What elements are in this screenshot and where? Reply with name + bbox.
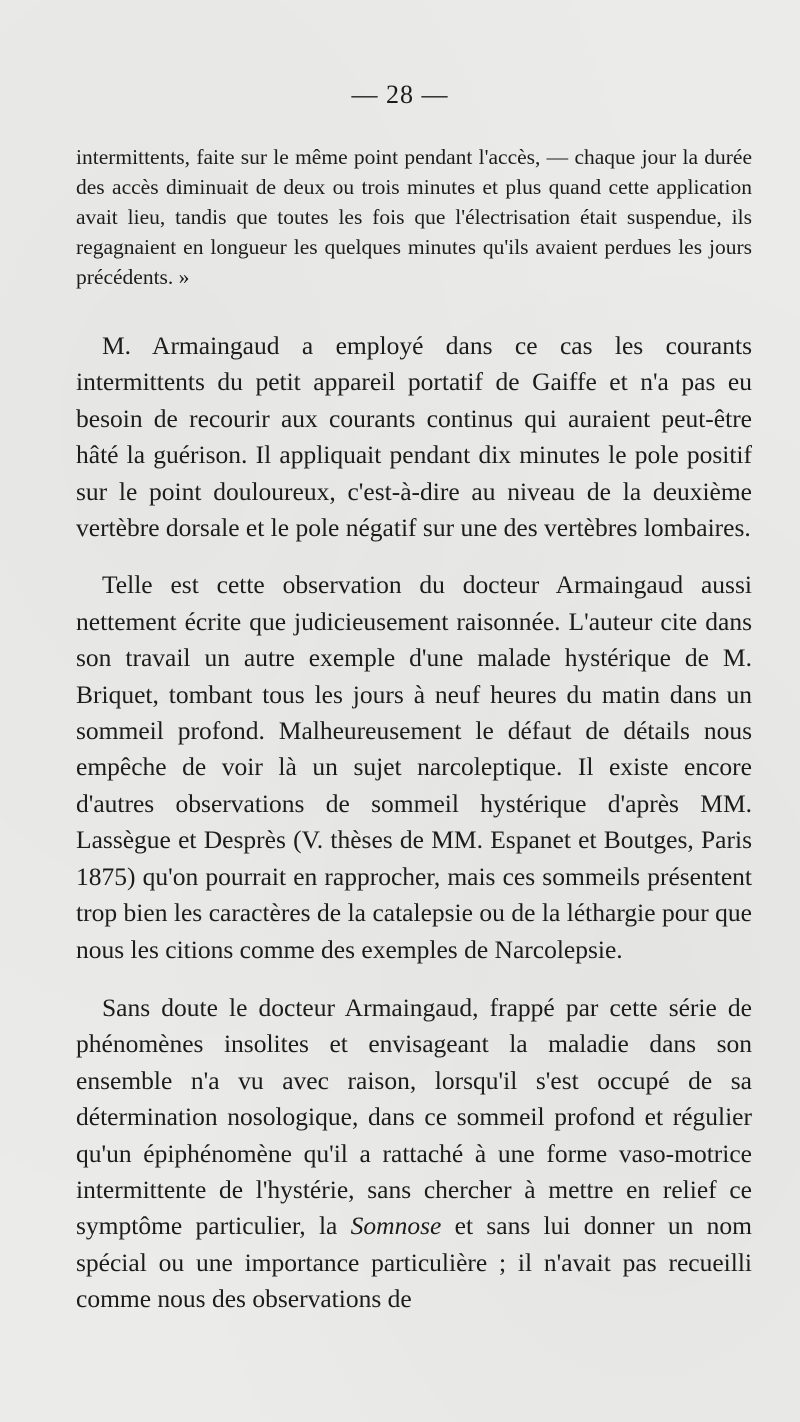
paragraph-1: intermittents, faite sur le même point pendant l'accès, — chaque jour la durée des accès diminuait de deux ou trois minutes et plus quand cette application avait lieu, tandis que toutes les fois que l'électrisation était suspendue, ils regagnaient en longueur les quelques minutes qu'ils avaient perdues les jours précédents. »	[76, 145, 752, 289]
paragraph-4	[76, 990, 752, 1318]
paragraph-4-text-after: et sans lui donner un nom spécial ou une importance particulière ; il n'avait pas recueilli comme nous des observations de	[76, 1211, 752, 1314]
page-number: — 28 —	[351, 80, 449, 109]
body-text	[76, 142, 752, 1318]
paragraph-4-emphasis: Somnose	[350, 1211, 442, 1241]
paragraph-4-text-before: Sans doute le docteur Armaingaud, frappé par cette série de phénomènes insolites et envisageant la maladie dans son ensemble n'a vu avec raison, lorsqu'il s'est occupé de sa détermination nosologique, dans ce sommeil profond et régulier qu'un épiphénomène qu'il a rattaché à une forme vaso-motrice intermittente de l'hystérie, sans chercher à mettre en relief ce symptôme particulier, la	[76, 992, 752, 1241]
paragraph-3: Telle est cette observation du docteur Armaingaud aussi nettement écrite que judicieusement raisonnée. L'auteur cite dans son travail un autre exemple d'une malade hystérique de M. Briquet, tombant tous les jours à neuf heures du matin dans un sommeil profond. Malheureusement le défaut de détails nous empêche de voir là un sujet narcoleptique. Il existe encore d'autres observations de sommeil hystérique d'après MM. Lassègue et Desprès (V. thèses de MM. Espanet et Boutges, Paris 1875) qu'on pourrait en rapprocher, mais ces sommeils présentent trop bien les caractères de la catalepsie ou de la léthargie pour que nous les citions comme des exemples de Narcolepsie.	[76, 570, 752, 964]
paragraph-2: M. Armaingaud a employé dans ce cas les courants intermittents du petit appareil portatif de Gaiffe et n'a pas eu besoin de recourir aux courants continus qui auraient peut-être hâté la guérison. Il appliquait pendant dix minutes le pole positif sur le point douloureux, c'est-à-dire au niveau de la deuxième vertèbre dorsale et le pole négatif sur une des vertèbres lombaires.	[76, 331, 752, 543]
